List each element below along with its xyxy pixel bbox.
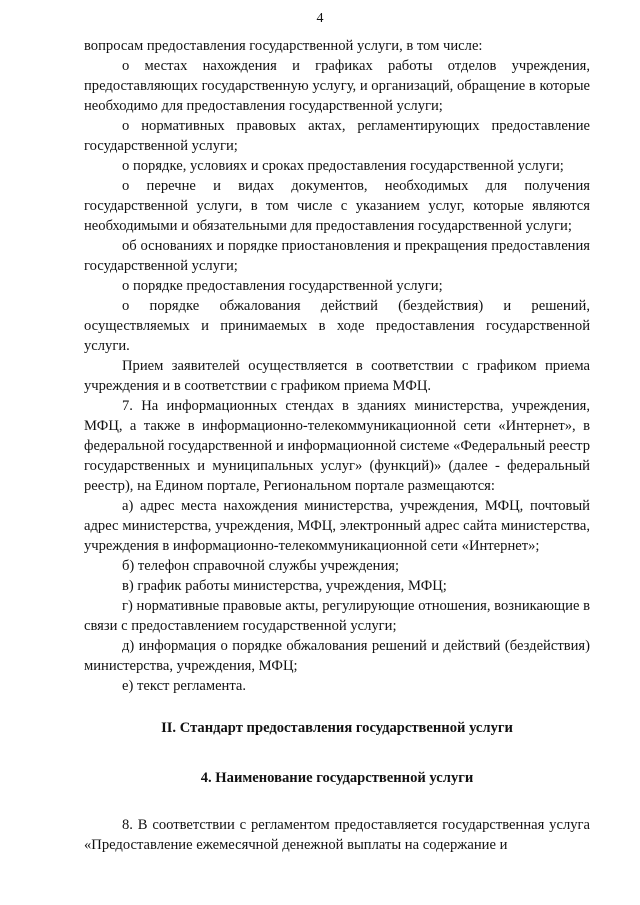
section-heading: II. Стандарт предоставления государственной услуги: [161, 720, 513, 736]
page-number: 4: [316, 11, 324, 26]
paragraph: е) текст регламента.: [122, 678, 247, 694]
paragraph: д) информация о порядке обжалования решений и действий (бездействия) министерства, учреждения, МФЦ;: [84, 638, 590, 674]
paragraph: о порядке, условиях и сроках предоставления государственной услуги;: [122, 158, 564, 174]
paragraph: о нормативных правовых актах, регламентирующих предоставление государственной услуги;: [84, 118, 590, 154]
paragraph: 8. В соответствии с регламентом предоставляется государственная услуга «Предоставление ежемесячной денежной выплаты на содержание и: [84, 817, 590, 853]
paragraph-group-bottom: [84, 815, 590, 855]
paragraph: б) телефон справочной службы учреждения;: [122, 558, 400, 574]
paragraph-group-top: [84, 36, 590, 696]
paragraph: о порядке обжалования действий (бездействия) и решений, осуществляемых и принимаемых в ходе предоставления государственной услуги.: [84, 298, 590, 354]
paragraph: 7. На информационных стендах в зданиях министерства, учреждения, МФЦ, а также в информационно-телекоммуникационной сети «Интернет», в федеральной государственной и информационной системе «Федеральный реестр государственных и муниципальных услуг» (функций)» (далее - федеральный реестр), на Едином портале, Региональном портале размещаются:: [84, 398, 590, 494]
paragraph: о местах нахождения и графиках работы отделов учреждения, предоставляющих государственную услугу, и организаций, обращение в которые необходимо для предоставления государственной услуги;: [84, 58, 590, 114]
paragraph: об основаниях и порядке приостановления и прекращения предоставления государственной услуги;: [84, 238, 590, 274]
paragraph: о порядке предоставления государственной услуги;: [122, 278, 443, 294]
paragraph: вопросам предоставления государственной услуги, в том числе:: [84, 38, 483, 54]
paragraph: г) нормативные правовые акты, регулирующие отношения, возникающие в связи с предоставлением государственной услуги;: [84, 598, 590, 634]
paragraph: Прием заявителей осуществляется в соответствии с графиком приема учреждения и в соответствии с графиком приема МФЦ.: [84, 358, 590, 394]
document-body: [84, 36, 590, 855]
subsection-heading: 4. Наименование государственной услуги: [200, 770, 474, 786]
paragraph: в) график работы министерства, учреждения, МФЦ;: [122, 578, 447, 594]
paragraph: а) адрес места нахождения министерства, учреждения, МФЦ, почтовый адрес министерства, учреждения, МФЦ, электронный адрес сайта министерства, учреждения в информационно-телекоммуникационной сети «Интернет»;: [84, 498, 590, 554]
paragraph: о перечне и видах документов, необходимых для получения государственной услуги, в том числе с указанием услуг, которые являются необходимыми и обязательными для предоставления государственной услуги;: [84, 178, 590, 234]
